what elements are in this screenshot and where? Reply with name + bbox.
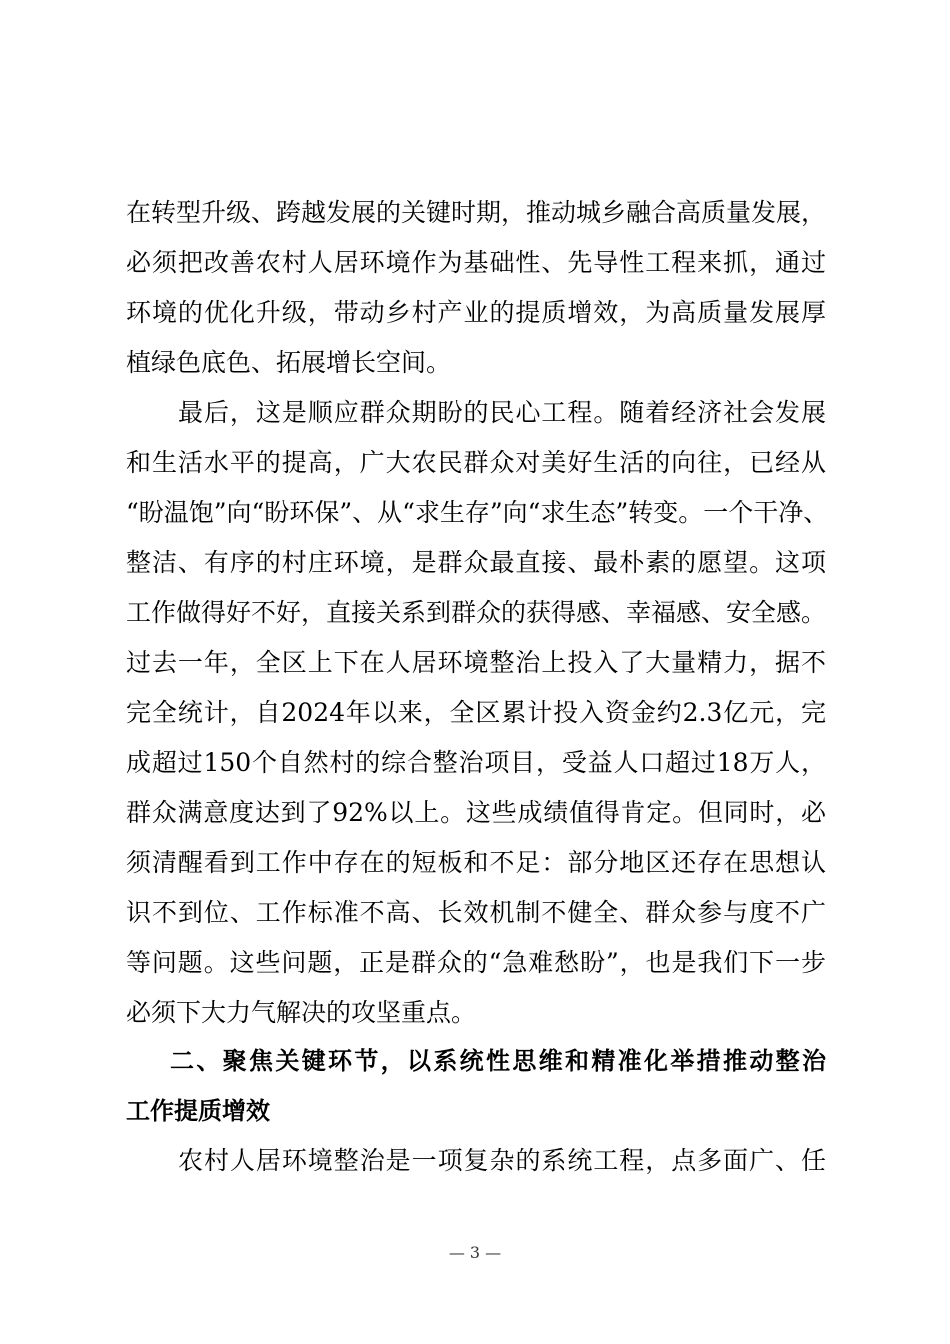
paragraph-2-line-5: 工作做得好不好，直接关系到群众的获得感、幸福感、安全感。: [126, 598, 827, 627]
section-heading-line-1: 二、聚焦关键环节，以系统性思维和精准化举措推动整治: [170, 1047, 826, 1075]
paragraph-2-line-1: 最后，这是顺应群众期盼的民心工程。随着经济社会发展: [178, 398, 826, 427]
paragraph-2-line-11: 识不到位、工作标准不高、长效机制不健全、群众参与度不广: [126, 898, 826, 927]
paragraph-2-line-8: 成超过150个自然村的综合整治项目，受益人口超过18万人，: [126, 748, 826, 777]
paragraph-2-line-9: 群众满意度达到了92%以上。这些成绩值得肯定。但同时，必: [126, 798, 826, 827]
paragraph-2-line-7: 完全统计，自2024年以来，全区累计投入资金约2.3亿元，完: [126, 698, 826, 727]
section-heading-line-2: 工作提质增效: [126, 1097, 270, 1125]
paragraph-2-line-13: 必须下大力气解决的攻坚重点。: [126, 998, 477, 1027]
paragraph-1-line-3: 环境的优化升级，带动乡村产业的提质增效，为高质量发展厚: [126, 298, 826, 327]
paragraph-2-line-2: 和生活水平的提高，广大农民群众对美好生活的向往，已经从: [126, 448, 826, 477]
paragraph-1-line-1: 在转型升级、跨越发展的关键时期，推动城乡融合高质量发展，: [126, 198, 827, 227]
paragraph-2-line-4: 整洁、有序的村庄环境，是群众最直接、最朴素的愿望。这项: [126, 548, 826, 577]
paragraph-2-line-6: 过去一年，全区上下在人居环境整治上投入了大量精力，据不: [126, 648, 826, 677]
paragraph-1-line-2: 必须把改善农村人居环境作为基础性、先导性工程来抓，通过: [126, 248, 826, 277]
paragraph-2-line-12: 等问题。这些问题，正是群众的“急难愁盼”，也是我们下一步: [126, 948, 826, 977]
paragraph-2-line-3: “盼温饱”向“盼环保”、从“求生存”向“求生态”转变。一个干净、: [126, 498, 829, 527]
page-number: — 3 —: [448, 1243, 502, 1262]
paragraph-1-line-4: 植绿色底色、拓展增长空间。: [126, 348, 452, 377]
paragraph-2-line-10: 须清醒看到工作中存在的短板和不足：部分地区还存在思想认: [126, 848, 826, 877]
paragraph-3-line-1: 农村人居环境整治是一项复杂的系统工程，点多面广、任: [178, 1146, 826, 1175]
